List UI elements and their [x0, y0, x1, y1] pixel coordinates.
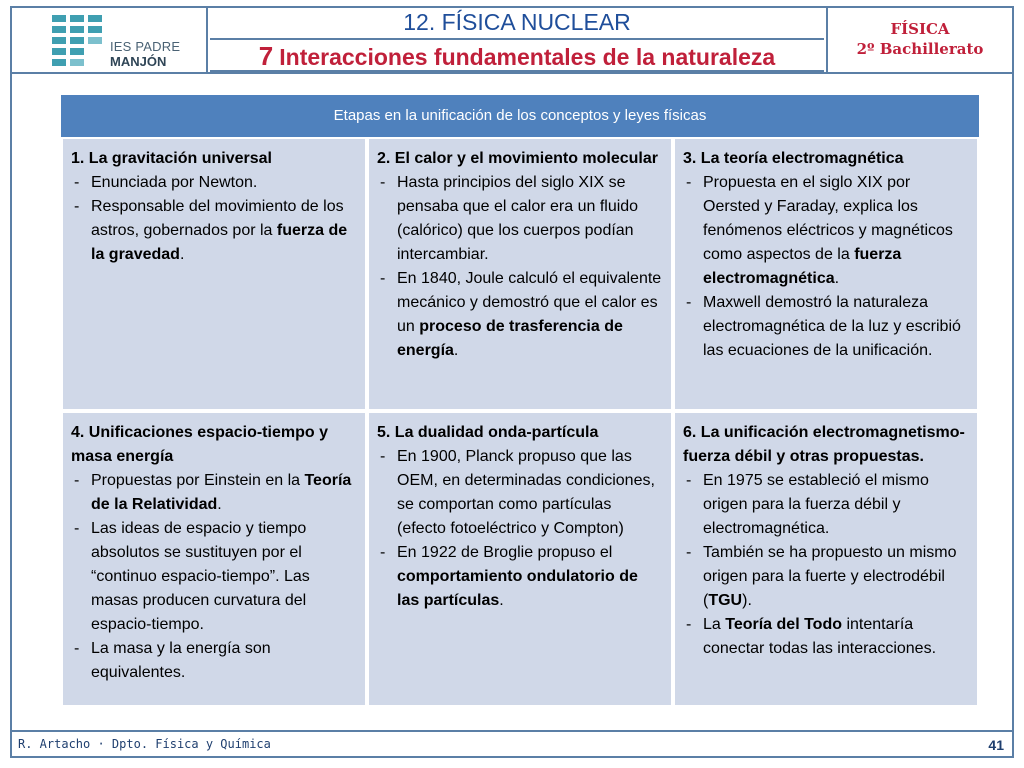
text-run: .: [179, 246, 185, 263]
logo-line-2: MANJÓN: [110, 54, 167, 69]
text-run: La masa y la energía son equivalentes.: [91, 640, 271, 681]
unit-title: 12. FÍSICA NUCLEAR: [210, 6, 824, 40]
bullet-item: [683, 613, 969, 661]
bullet-item: [71, 171, 357, 195]
cell-title: 4. Unificaciones espacio-tiempo y masa energía: [71, 424, 328, 465]
text-run: En 1840, Joule calculó el equivalente mecánico y demostró que el calor es un: [397, 270, 662, 335]
bullet-item: [683, 171, 969, 291]
text-run: Enunciada por Newton.: [91, 174, 258, 191]
logo-line-1: IES PADRE: [110, 39, 181, 54]
bullet-item: [377, 541, 663, 613]
cell-bullet-list: [683, 469, 969, 661]
text-run: Las ideas de espacio y tiempo absolutos se sustituyen por el “continuo espacio-tiempo”. Las masas producen curvatura del espacio-tiempo.: [91, 520, 310, 633]
bold-text: comportamiento ondulatorio de las partículas: [397, 568, 638, 609]
bullet-item: [71, 195, 357, 267]
bold-text: TGU: [708, 592, 743, 609]
text-run: .: [217, 496, 222, 513]
cell-title: 3. La teoría electromagnética: [683, 150, 904, 167]
table-cell: [367, 137, 673, 411]
section-title: Interacciones fundamentales de la naturaleza: [279, 44, 776, 70]
bullet-item: [683, 291, 969, 363]
unification-table: [61, 95, 979, 707]
text-run: Maxwell demostró la naturaleza electromagnética de la luz y escribió las ecuaciones de la unificación.: [703, 294, 961, 359]
text-run: intentaría conectar todas las interacciones.: [703, 616, 937, 657]
bullet-item: [71, 517, 357, 637]
text-run: .: [834, 270, 840, 287]
logo-text: [110, 40, 180, 68]
cell-bullet-list: [71, 469, 357, 685]
title-box: [210, 6, 824, 72]
table-row-1: [61, 137, 979, 411]
course-label: 2º Bachillerato: [856, 40, 984, 58]
bullet-item: [377, 171, 663, 267]
bold-text: fuerza de la gravedad: [91, 222, 348, 263]
text-run: En 1975 se estableció el mismo origen para la fuerza débil y electromagnética.: [703, 472, 929, 537]
bold-text: Teoría de la Relatividad: [91, 472, 352, 513]
bold-text: proceso de trasferencia de energía: [397, 318, 623, 359]
text-run: Responsable del movimiento de los astros, gobernados por la: [91, 198, 344, 239]
table-row-2: [61, 411, 979, 707]
table-caption: Etapas en la unificación de los conceptos y leyes físicas: [61, 95, 979, 137]
logo-grid-icon: [52, 15, 102, 67]
text-run: También se ha propuesto un mismo origen para la fuerte y electrodébil (: [703, 544, 957, 609]
text-run: Propuestas por Einstein en la: [91, 472, 305, 489]
cell-title: 1. La gravitación universal: [71, 150, 272, 167]
author-credit: R. Artacho · Dpto. Física y Química: [18, 737, 271, 751]
school-logo: [10, 6, 208, 72]
text-run: .: [453, 342, 459, 359]
text-run: ).: [742, 592, 752, 609]
text-run: En 1922 de Broglie propuso el: [397, 544, 613, 561]
bullet-item: [683, 541, 969, 613]
bullet-item: [71, 469, 357, 517]
subject-box: [826, 6, 1012, 72]
cell-bullet-list: [71, 171, 357, 267]
slide-header: [10, 6, 1014, 74]
table-cell: [673, 137, 979, 411]
section-title-row: [210, 40, 824, 72]
page-number: 41: [988, 737, 1004, 753]
slide-footer: [10, 730, 1014, 758]
cell-bullet-list: [377, 445, 663, 613]
text-run: Hasta principios del siglo XIX se pensaba que el calor era un fluido (calórico) que los cuerpos podían intercambiar.: [397, 174, 639, 263]
table-cell: [61, 137, 367, 411]
bold-text: Teoría del Todo: [725, 616, 842, 633]
table-cell: [61, 411, 367, 707]
subject-label: FÍSICA: [890, 20, 950, 38]
bullet-item: [683, 469, 969, 541]
cell-title: 6. La unificación electromagnetismo-fuerza débil y otras propuestas.: [683, 424, 965, 465]
bullet-item: [377, 445, 663, 541]
bold-text: fuerza electromagnética: [703, 246, 902, 287]
text-run: La: [703, 616, 726, 633]
text-run: Propuesta en el siglo XIX por Oersted y Faraday, explica los fenómenos eléctricos y magnéticos como aspectos de la: [703, 174, 953, 263]
cell-bullet-list: [377, 171, 663, 363]
cell-title: 5. La dualidad onda-partícula: [377, 424, 599, 441]
text-run: .: [499, 592, 504, 609]
cell-bullet-list: [683, 171, 969, 363]
cell-title: 2. El calor y el movimiento molecular: [377, 150, 658, 167]
table-cell: [673, 411, 979, 707]
bullet-item: [71, 637, 357, 685]
section-number: 7: [258, 41, 274, 71]
bullet-item: [377, 267, 663, 363]
text-run: En 1900, Planck propuso que las OEM, en determinadas condiciones, se comportan como partículas (efecto fotoeléctrico y Compton): [397, 448, 655, 537]
table-cell: [367, 411, 673, 707]
